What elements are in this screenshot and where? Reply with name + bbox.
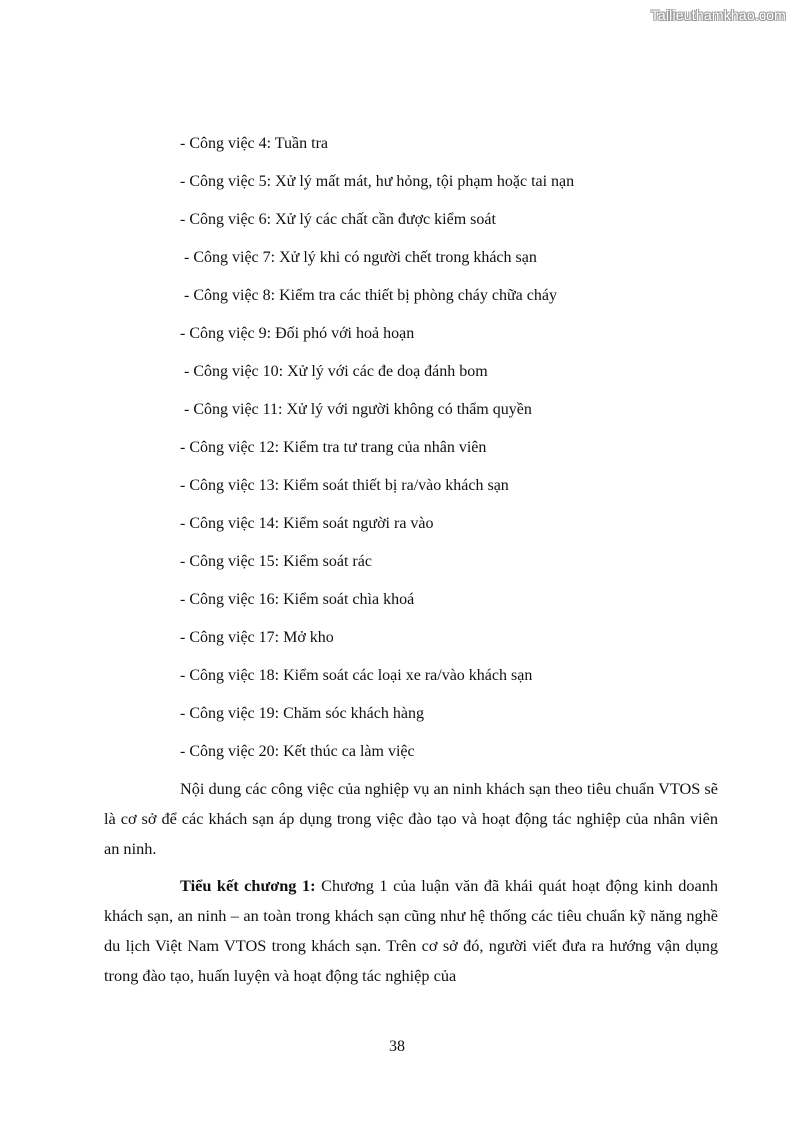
page-number: 38 [389,1038,405,1055]
task-item-10: - Công việc 10: Xử lý với các đe doạ đánh bom [184,363,488,380]
task-item-8: - Công việc 8: Kiểm tra các thiết bị phòng cháy chữa cháy [184,287,557,304]
task-item-19: - Công việc 19: Chăm sóc khách hàng [180,705,424,722]
chapter-summary-body: Chương 1 của luận văn đã khái quát hoạt động kinh doanh khách sạn, an ninh – an toàn trong khách sạn cũng như hệ thống các tiêu chuẩn kỹ năng nghề du lịch Việt Nam VTOS trong khách sạn. Trên cơ sở đó, người viết đưa ra hướng vận dụng trong đào tạo, huấn luyện và hoạt động tác nghiệp của [104,876,719,985]
watermark-text: Tailieuthamkhao.com [650,7,786,23]
task-item-17: - Công việc 17: Mở kho [180,629,334,646]
vtos-summary-paragraph: Nội dung các công việc của nghiệp vụ an ninh khách sạn theo tiêu chuẩn VTOS sẽ là cơ sở để các khách sạn áp dụng trong việc đào tạo và hoạt động tác nghiệp của nhân viên an ninh. [104,779,718,858]
chapter-summary-heading: Tiểu kết chương 1: [180,876,316,895]
chapter-summary-paragraph [104,871,718,991]
task-item-7: - Công việc 7: Xử lý khi có người chết trong khách sạn [184,249,537,266]
task-item-4: - Công việc 4: Tuần tra [180,135,328,152]
task-item-20: - Công việc 20: Kết thúc ca làm việc [180,743,415,760]
task-item-16: - Công việc 16: Kiểm soát chìa khoá [180,591,415,608]
task-item-11: - Công việc 11: Xử lý với người không có thẩm quyền [184,401,532,418]
task-item-13: - Công việc 13: Kiểm soát thiết bị ra/vào khách sạn [180,477,509,494]
task-item-18: - Công việc 18: Kiểm soát các loại xe ra/vào khách sạn [180,667,533,684]
task-item-9: - Công việc 9: Đối phó với hoả hoạn [180,325,415,342]
task-item-5: - Công việc 5: Xử lý mất mát, hư hỏng, tội phạm hoặc tai nạn [180,173,575,190]
task-item-15: - Công việc 15: Kiểm soát rác [180,553,372,570]
task-item-12: - Công việc 12: Kiểm tra tư trang của nhân viên [180,439,487,456]
task-item-14: - Công việc 14: Kiểm soát người ra vào [180,515,434,532]
task-item-6: - Công việc 6: Xử lý các chất cần được kiểm soát [180,211,496,228]
